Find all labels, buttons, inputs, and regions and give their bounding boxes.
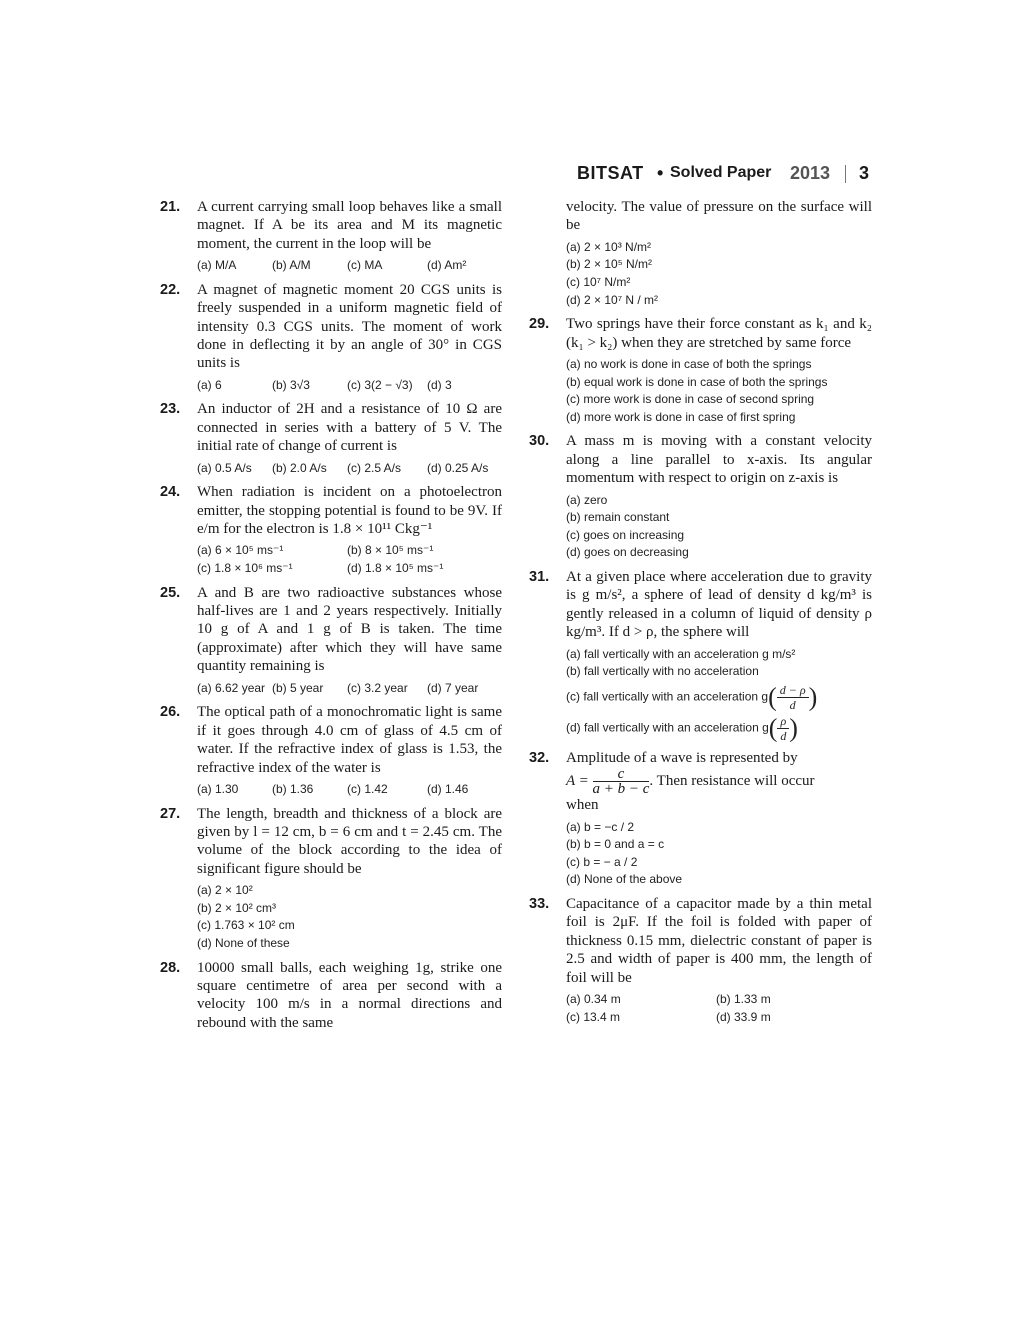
question-text-end: when [566,797,599,814]
question-number: 26. [160,704,181,721]
option-a: (a) 2 × 10³ N/m² [566,239,652,254]
option-c [566,683,872,712]
option-c: (c) b = − a / 2 [566,854,638,869]
option-c: (c) 3.2 year [347,680,408,695]
option-b: (b) 2 × 10⁵ N/m² [566,257,652,272]
question-number: 29. [529,316,550,333]
options [197,542,502,577]
options [566,492,872,562]
option-a: (a) fall vertically with an acceleration g m/s² [566,646,796,661]
fraction [777,714,789,743]
question-text: Amplitude of a wave is represented by [566,749,798,766]
option-c: (c) more work is done in case of second spring [566,392,815,407]
option-d: (d) more work is done in case of first spring [566,409,796,424]
option-d: (d) 7 year [427,680,479,695]
options [197,460,502,478]
question-21 [160,198,502,275]
option-a: (a) 6 [197,377,222,392]
option-c: (c) 2.5 A/s [347,460,402,475]
options [566,356,872,426]
left-column [160,198,502,1038]
question-number: 23. [160,401,181,418]
question-text: An inductor of 2H and a resistance of 10 Ω are connected in series with a battery of 5 V. The initial rate of change of current is [197,401,502,455]
fraction-numerator: d − ρ [777,683,809,698]
formula-fraction [593,767,650,796]
options [566,819,872,889]
option-c: (c) 1.8 × 10⁶ ms⁻¹ [197,561,293,576]
options [197,781,502,799]
option-b: (b) 5 year [272,680,324,695]
option-d: (d) None of the above [566,872,683,887]
question-number: 25. [160,584,181,601]
question-number: 24. [160,484,181,501]
question-number: 31. [529,568,550,585]
question-32 [529,749,872,889]
question-23 [160,400,502,477]
option-c: (c) MA [347,258,383,273]
option-b: (b) 2 × 10² cm³ [197,900,277,915]
option-d: (d) goes on decreasing [566,545,689,560]
question-text: Capacitance of a capacitor made by a thin metal foil is 2μF. If the foil is folded with paper of thickness 0.15 mm, dielectric constant of paper is 2.5 and width of paper is 400 mm, the length of foil will be [566,895,872,986]
option-a: (a) b = −c / 2 [566,819,635,834]
question-27 [160,805,502,953]
formula-tail: . Then resistance will occur [649,773,815,790]
option-c: (c) 1.763 × 10² cm [197,918,295,933]
question-31 [529,568,872,743]
question-30 [529,432,872,562]
option-b: (b) fall vertically with no acceleration [566,664,759,679]
question-text: A and B are two radioactive substances whose half-lives are 1 and 2 years respectively. Initially 10 g of A and 1 g of B is taken. The time (approximate) after which they will have same quantity remaining is [197,584,502,675]
option-b: (b) b = 0 and a = c [566,837,665,852]
header-year: 2013 [790,163,831,183]
fraction-denominator: d [789,697,796,712]
question-number: 28. [160,959,181,976]
question-text: A current carrying small loop behaves like a small magnet. If A be its area and M its magnetic moment, the current in the loop will be [197,199,502,252]
option-b: (b) 1.36 [272,781,314,796]
option-b: (b) remain constant [566,510,670,525]
question-number: 22. [160,281,181,298]
header-subtitle: Solved Paper [670,164,772,181]
question-number: 33. [529,895,550,912]
option-c: (c) 13.4 m [566,1009,621,1024]
question-25 [160,584,502,698]
question-29 [529,315,872,426]
question-text: When radiation is incident on a photoelectron emitter, the stopping potential is found to be 9V. If e/m for the electron is 1.8 × 10¹¹ Ckg⁻¹ [197,484,502,538]
fraction-denominator: d [780,728,787,743]
option-a: (a) 1.30 [197,781,239,796]
running-header [560,163,880,185]
option-b: (b) 2.0 A/s [272,460,327,475]
option-c: (c) 10⁷ N/m² [566,275,631,289]
option-d: (d) 2 × 10⁷ N / m² [566,292,659,307]
formula-lhs: A = [566,773,589,790]
option-d: (d) 1.8 × 10⁵ ms⁻¹ [347,561,444,576]
paren-right: ) [789,713,798,743]
options [197,882,502,952]
fraction-numerator: ρ [777,714,789,729]
page-number: 3 [859,163,870,183]
options [197,377,502,395]
options [566,646,872,743]
option-a: (a) zero [566,492,608,507]
wave-formula [566,767,872,796]
question-text: The optical path of a monochromatic light is same if it goes through 4.0 cm of glass of 4.5 cm of water. If the refractive index of glass is 1.53, the refractive index of the water is [197,704,502,776]
header-brand: BITSAT [577,163,644,183]
option-a: (a) no work is done in case of both the springs [566,357,812,371]
header-divider [845,165,846,183]
formula-numerator: c [593,767,650,782]
option-b: (b) 8 × 10⁵ ms⁻¹ [347,543,434,558]
option-d [566,714,872,743]
question-33 [529,895,872,1026]
option-c: (c) goes on increasing [566,527,685,542]
option-c-label: (c) fall vertically with an acceleration g [566,689,769,704]
question-text: At a given place where acceleration due to gravity is g m/s², a sphere of lead of density d kg/m³ is gently released in a column of liquid of density ρ kg/m³. If d > ρ, the sphere will [566,568,872,641]
option-b: (b) 3√3 [272,377,310,392]
question-text: velocity. The value of pressure on the surface will be [566,199,872,234]
option-a: (a) M/A [197,258,237,273]
option-d: (d) None of these [197,935,290,950]
question-number: 30. [529,433,550,450]
header-bullet: • [657,163,664,183]
options [197,680,502,698]
question-22 [160,281,502,395]
option-a: (a) 2 × 10² [197,883,253,898]
fraction [777,683,809,712]
paren-left: ( [768,682,777,712]
formula-denominator: a + b − c [592,781,650,798]
options [566,991,872,1026]
question-text: A magnet of magnetic moment 20 CGS units is freely suspended in a uniform magnetic field of intensity 0.3 CGS units. The moment of work done in deflecting it by an angle of 30° in CGS units is [197,281,502,372]
question-28 [160,959,502,1033]
option-d-label: (d) fall vertically with an acceleration g [566,720,769,735]
question-text: A mass m is moving with a constant velocity along a line parallel to x-axis. Its angular momentum with respect to origin on z-axis is [566,433,872,487]
option-a: (a) 0.34 m [566,992,621,1006]
option-d: (d) 3 [427,377,452,392]
option-b: (b) 1.33 m [716,992,771,1006]
option-d: (d) 1.46 [427,781,469,796]
option-a: (a) 6.62 year [197,680,266,695]
options [197,257,502,275]
option-c: (c) 1.42 [347,781,388,796]
question-28-continued [529,198,872,309]
question-number: 21. [160,199,181,215]
option-b: (b) equal work is done in case of both the springs [566,374,828,389]
option-d: (d) 33.9 m [716,1009,771,1024]
question-26 [160,703,502,798]
option-c: (c) 3(2 − √3) [347,377,413,392]
question-text: The length, breadth and thickness of a block are given by l = 12 cm, b = 6 cm and t = 2.45 cm. The volume of the block according to the idea of significant figure should be [197,805,502,877]
question-24 [160,483,502,577]
question-text: Two springs have their force constant as k₁ and k₂ (k₁ > k₂) when they are stretched by same force [566,316,872,351]
question-text: 10000 small balls, each weighing 1g, strike one square centimetre of area per second with a velocity 100 m/s in a normal directions and rebound with the same [197,959,502,1031]
option-a: (a) 0.5 A/s [197,460,252,475]
option-a: (a) 6 × 10⁵ ms⁻¹ [197,543,284,558]
question-number: 32. [529,749,550,766]
question-number: 27. [160,805,181,822]
paren-left: ( [768,713,778,743]
option-d: (d) Am² [427,258,467,273]
right-column [529,198,872,1032]
options [566,239,872,309]
paren-right: ) [808,682,818,712]
option-b: (b) A/M [272,258,311,273]
option-d: (d) 0.25 A/s [427,460,489,475]
